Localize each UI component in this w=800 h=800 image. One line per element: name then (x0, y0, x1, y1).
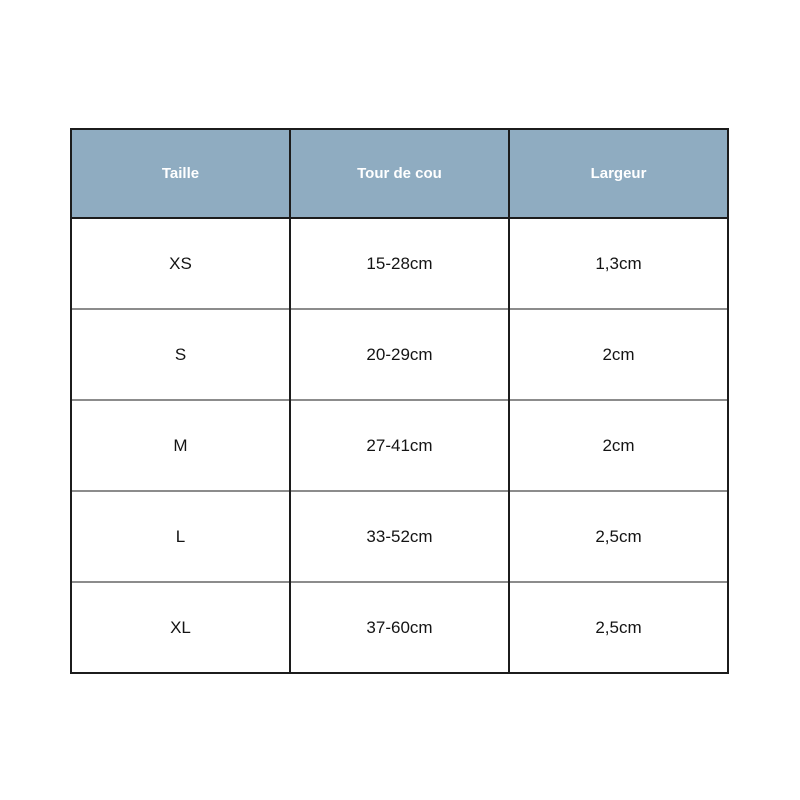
cell-size: XL (71, 582, 290, 673)
cell-width: 2cm (509, 309, 728, 400)
cell-neck: 27-41cm (290, 400, 509, 491)
size-table-header (71, 129, 728, 218)
table-row (71, 400, 728, 491)
cell-size: S (71, 309, 290, 400)
cell-size: M (71, 400, 290, 491)
cell-neck: 15-28cm (290, 218, 509, 309)
table-row (71, 582, 728, 673)
size-table (70, 128, 729, 674)
cell-size: L (71, 491, 290, 582)
size-table-body (71, 218, 728, 673)
header-cell-taille: Taille (71, 129, 290, 218)
table-row (71, 218, 728, 309)
cell-neck: 37-60cm (290, 582, 509, 673)
table-row (71, 491, 728, 582)
size-table-container (70, 128, 729, 674)
cell-width: 2cm (509, 400, 728, 491)
cell-width: 1,3cm (509, 218, 728, 309)
header-cell-tour-de-cou: Tour de cou (290, 129, 509, 218)
cell-size: XS (71, 218, 290, 309)
header-cell-largeur: Largeur (509, 129, 728, 218)
header-row (71, 129, 728, 218)
cell-width: 2,5cm (509, 491, 728, 582)
cell-width: 2,5cm (509, 582, 728, 673)
cell-neck: 20-29cm (290, 309, 509, 400)
cell-neck: 33-52cm (290, 491, 509, 582)
table-row (71, 309, 728, 400)
